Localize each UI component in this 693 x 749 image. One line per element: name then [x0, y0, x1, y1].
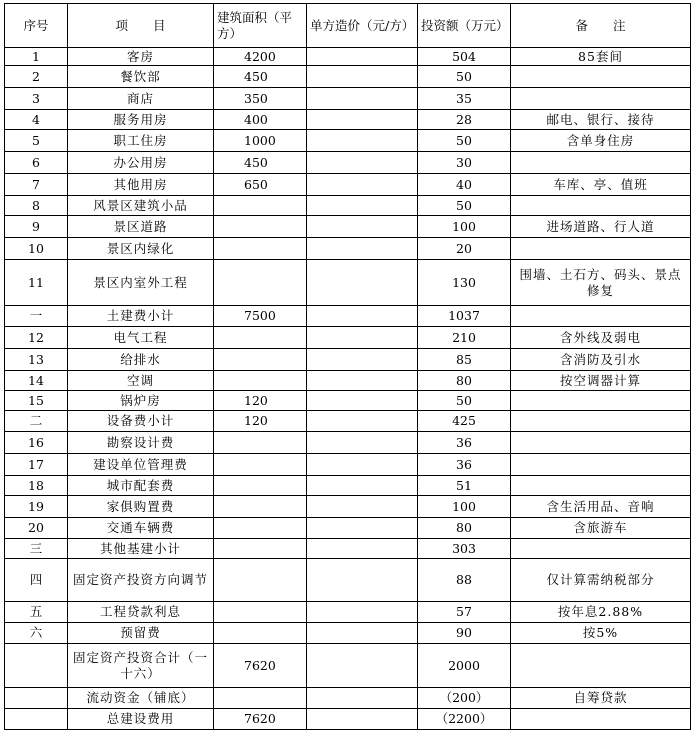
table-row — [5, 66, 691, 88]
table-row — [5, 174, 691, 196]
cell-unit-price — [307, 602, 418, 623]
cell-investment: 20 — [418, 238, 511, 260]
cell-item: 景区道路 — [68, 216, 214, 238]
cell-area: 400 — [214, 110, 307, 130]
table-row — [5, 152, 691, 174]
cell-unit-price — [307, 688, 418, 709]
cell-item: 空调 — [68, 371, 214, 391]
cell-item: 总建设费用 — [68, 709, 214, 730]
cell-seq: 10 — [5, 238, 68, 260]
cell-investment: 85 — [418, 349, 511, 371]
cell-area: 650 — [214, 174, 307, 196]
cell-remark — [511, 196, 691, 216]
cell-item: 设备费小计 — [68, 411, 214, 432]
table-row — [5, 88, 691, 110]
cell-unit-price — [307, 476, 418, 496]
cell-remark: 含外线及弱电 — [511, 327, 691, 349]
cell-seq — [5, 644, 68, 688]
cell-investment: 88 — [418, 559, 511, 602]
cell-remark — [511, 306, 691, 327]
cell-seq: 3 — [5, 88, 68, 110]
cell-area — [214, 623, 307, 644]
cell-investment: 50 — [418, 66, 511, 88]
cell-remark: 含消防及引水 — [511, 349, 691, 371]
cell-remark — [511, 66, 691, 88]
cell-seq: 一 — [5, 306, 68, 327]
cell-remark — [511, 411, 691, 432]
cell-investment: 50 — [418, 196, 511, 216]
cell-remark: 仅计算需纳税部分 — [511, 559, 691, 602]
cell-area — [214, 260, 307, 306]
cell-seq: 8 — [5, 196, 68, 216]
cell-unit-price — [307, 238, 418, 260]
cell-seq: 12 — [5, 327, 68, 349]
cell-seq: 五 — [5, 602, 68, 623]
cell-unit-price — [307, 709, 418, 730]
cell-area — [214, 196, 307, 216]
cell-item: 其他用房 — [68, 174, 214, 196]
cell-remark — [511, 539, 691, 559]
cell-area — [214, 454, 307, 476]
cell-area: 7620 — [214, 644, 307, 688]
cell-unit-price — [307, 371, 418, 391]
cell-seq: 17 — [5, 454, 68, 476]
cell-item: 风景区建筑小品 — [68, 196, 214, 216]
cell-item: 固定资产投资方向调节 — [68, 559, 214, 602]
cell-area — [214, 371, 307, 391]
cell-area — [214, 432, 307, 454]
cell-unit-price — [307, 216, 418, 238]
table-row — [5, 644, 691, 688]
cell-seq: 1 — [5, 48, 68, 66]
cell-investment: 1037 — [418, 306, 511, 327]
cell-investment: 57 — [418, 602, 511, 623]
cell-remark: 含旅游车 — [511, 518, 691, 539]
cell-investment: 100 — [418, 496, 511, 518]
table-row — [5, 559, 691, 602]
cell-remark — [511, 88, 691, 110]
cell-item: 职工住房 — [68, 130, 214, 152]
cell-item: 预留费 — [68, 623, 214, 644]
cell-area: 350 — [214, 88, 307, 110]
cell-item: 交通车辆费 — [68, 518, 214, 539]
cell-investment: 80 — [418, 371, 511, 391]
header-unit-price: 单方造价（元/方） — [307, 4, 418, 48]
cell-seq: 二 — [5, 411, 68, 432]
cell-area: 7620 — [214, 709, 307, 730]
table-row — [5, 349, 691, 371]
cell-seq: 5 — [5, 130, 68, 152]
cell-area — [214, 216, 307, 238]
cell-area: 1000 — [214, 130, 307, 152]
cell-unit-price — [307, 432, 418, 454]
cell-remark — [511, 432, 691, 454]
cell-area — [214, 238, 307, 260]
header-remark: 备 注 — [511, 4, 691, 48]
table-row — [5, 518, 691, 539]
header-item: 项 目 — [68, 4, 214, 48]
cell-remark — [511, 476, 691, 496]
table-row — [5, 623, 691, 644]
table-row — [5, 371, 691, 391]
table-row — [5, 688, 691, 709]
cell-seq: 13 — [5, 349, 68, 371]
cell-item: 给排水 — [68, 349, 214, 371]
cell-area — [214, 539, 307, 559]
cell-investment: 130 — [418, 260, 511, 306]
cell-remark: 进场道路、行人道 — [511, 216, 691, 238]
cell-area: 450 — [214, 152, 307, 174]
cell-item: 土建费小计 — [68, 306, 214, 327]
cell-unit-price — [307, 539, 418, 559]
cell-unit-price — [307, 152, 418, 174]
cell-item: 餐饮部 — [68, 66, 214, 88]
cell-unit-price — [307, 623, 418, 644]
cell-item: 勘察设计费 — [68, 432, 214, 454]
table-row — [5, 110, 691, 130]
cell-item: 景区内室外工程 — [68, 260, 214, 306]
cell-investment: 30 — [418, 152, 511, 174]
cell-item: 景区内绿化 — [68, 238, 214, 260]
cell-unit-price — [307, 644, 418, 688]
cell-area — [214, 518, 307, 539]
cell-seq: 9 — [5, 216, 68, 238]
cell-item: 流动资金（铺底） — [68, 688, 214, 709]
cell-remark: 车库、亭、值班 — [511, 174, 691, 196]
header-area: 建筑面积（平方） — [214, 4, 307, 48]
table-body — [5, 48, 691, 730]
cell-remark: 含生活用品、音响 — [511, 496, 691, 518]
table-row — [5, 391, 691, 411]
cell-area: 4200 — [214, 48, 307, 66]
cell-area: 120 — [214, 391, 307, 411]
cell-unit-price — [307, 454, 418, 476]
cell-unit-price — [307, 260, 418, 306]
cell-remark: 按年息2.88% — [511, 602, 691, 623]
cell-item: 锅炉房 — [68, 391, 214, 411]
cell-investment: 100 — [418, 216, 511, 238]
cell-area: 450 — [214, 66, 307, 88]
cell-unit-price — [307, 88, 418, 110]
cell-unit-price — [307, 306, 418, 327]
cell-unit-price — [307, 496, 418, 518]
cell-unit-price — [307, 130, 418, 152]
cell-seq — [5, 709, 68, 730]
cell-remark: 围墙、土石方、码头、景点修复 — [511, 260, 691, 306]
cell-seq: 三 — [5, 539, 68, 559]
table-row — [5, 411, 691, 432]
cell-area: 120 — [214, 411, 307, 432]
cell-item: 服务用房 — [68, 110, 214, 130]
table-row — [5, 306, 691, 327]
cell-area — [214, 327, 307, 349]
cell-investment: 51 — [418, 476, 511, 496]
cell-investment: 210 — [418, 327, 511, 349]
cell-unit-price — [307, 349, 418, 371]
cell-investment: 40 — [418, 174, 511, 196]
table-row — [5, 260, 691, 306]
cell-investment: 50 — [418, 391, 511, 411]
cell-remark: 按5% — [511, 623, 691, 644]
cell-unit-price — [307, 518, 418, 539]
cell-seq: 4 — [5, 110, 68, 130]
cell-investment: 2000 — [418, 644, 511, 688]
cell-seq: 6 — [5, 152, 68, 174]
cell-unit-price — [307, 66, 418, 88]
cell-remark: 含单身住房 — [511, 130, 691, 152]
header-investment: 投资额（万元） — [418, 4, 511, 48]
cell-investment: 504 — [418, 48, 511, 66]
table-row — [5, 238, 691, 260]
cell-item: 办公用房 — [68, 152, 214, 174]
table-row — [5, 496, 691, 518]
table-row — [5, 327, 691, 349]
cell-item: 工程贷款利息 — [68, 602, 214, 623]
cell-unit-price — [307, 559, 418, 602]
cell-item: 其他基建小计 — [68, 539, 214, 559]
cell-seq: 14 — [5, 371, 68, 391]
header-row — [5, 4, 691, 48]
cell-seq: 18 — [5, 476, 68, 496]
cell-item: 商店 — [68, 88, 214, 110]
table-row — [5, 432, 691, 454]
cell-remark — [511, 152, 691, 174]
cell-remark: 邮电、银行、接待 — [511, 110, 691, 130]
cell-seq: 2 — [5, 66, 68, 88]
cell-remark — [511, 454, 691, 476]
cell-seq: 20 — [5, 518, 68, 539]
cell-investment: （200） — [418, 688, 511, 709]
cell-item: 城市配套费 — [68, 476, 214, 496]
cell-investment: 303 — [418, 539, 511, 559]
table-row — [5, 196, 691, 216]
cell-unit-price — [307, 391, 418, 411]
cell-remark: 按空调器计算 — [511, 371, 691, 391]
cell-item: 建设单位管理费 — [68, 454, 214, 476]
table-row — [5, 454, 691, 476]
cell-unit-price — [307, 110, 418, 130]
cell-remark — [511, 238, 691, 260]
cell-investment: 36 — [418, 454, 511, 476]
cell-investment: 35 — [418, 88, 511, 110]
table-row — [5, 709, 691, 730]
cell-seq: 四 — [5, 559, 68, 602]
cell-unit-price — [307, 327, 418, 349]
table-row — [5, 476, 691, 496]
cell-area — [214, 602, 307, 623]
cell-unit-price — [307, 174, 418, 196]
cell-remark — [511, 709, 691, 730]
cell-investment: （2200） — [418, 709, 511, 730]
header-seq: 序号 — [5, 4, 68, 48]
cell-seq: 六 — [5, 623, 68, 644]
cell-unit-price — [307, 411, 418, 432]
table-row — [5, 539, 691, 559]
cell-area: 7500 — [214, 306, 307, 327]
cell-area — [214, 559, 307, 602]
cell-remark: 85套间 — [511, 48, 691, 66]
cell-investment: 80 — [418, 518, 511, 539]
cell-area — [214, 476, 307, 496]
cell-investment: 90 — [418, 623, 511, 644]
investment-table — [4, 3, 691, 730]
cell-remark: 自筹贷款 — [511, 688, 691, 709]
table-row — [5, 48, 691, 66]
table-row — [5, 602, 691, 623]
cell-seq: 11 — [5, 260, 68, 306]
cell-seq: 19 — [5, 496, 68, 518]
cell-investment: 425 — [418, 411, 511, 432]
table-row — [5, 130, 691, 152]
table-row — [5, 216, 691, 238]
cell-investment: 50 — [418, 130, 511, 152]
cell-area — [214, 688, 307, 709]
cell-item: 家俱购置费 — [68, 496, 214, 518]
cell-item: 客房 — [68, 48, 214, 66]
cell-item: 固定资产投资合计（一十六） — [68, 644, 214, 688]
cell-remark — [511, 644, 691, 688]
cell-investment: 28 — [418, 110, 511, 130]
cell-remark — [511, 391, 691, 411]
cell-seq: 16 — [5, 432, 68, 454]
cell-seq — [5, 688, 68, 709]
cell-seq: 7 — [5, 174, 68, 196]
cell-area — [214, 496, 307, 518]
cell-unit-price — [307, 196, 418, 216]
cell-area — [214, 349, 307, 371]
cell-item: 电气工程 — [68, 327, 214, 349]
cell-investment: 36 — [418, 432, 511, 454]
cell-unit-price — [307, 48, 418, 66]
cell-seq: 15 — [5, 391, 68, 411]
